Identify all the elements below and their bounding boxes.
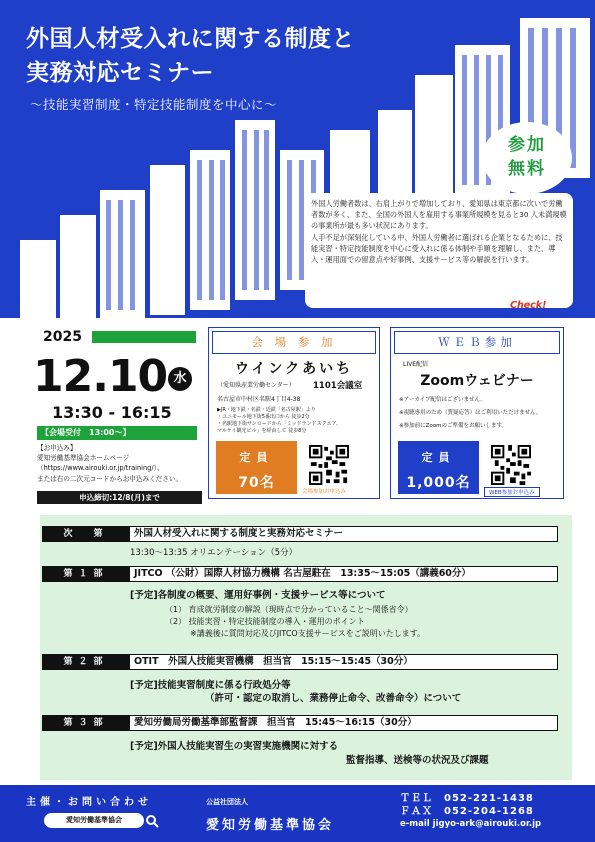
venue-room: 1101会議室: [313, 381, 363, 391]
web-notes: ※アーカイブ配信はございません。 ※視聴専用のため（質疑応答）はご利用いただけません。 ※参加前にZoomのご準備をお願いします。: [399, 397, 542, 429]
apply-line: または右の二次元コードからお申込みください。: [37, 474, 183, 483]
toc-title: 外国人材受入れに関する制度と実務対応セミナー: [134, 528, 344, 539]
reception-time: 【会場受付 13:00～】: [37, 426, 197, 440]
part3-detail: 監督指導、送検等の状況及び課題: [346, 755, 489, 766]
year-accent-bar: [92, 331, 196, 343]
web-capacity-box: [398, 441, 479, 494]
venue-qr-label: 会場参加お申込み: [302, 489, 347, 495]
web-heading: ＷＥＢ参加: [394, 331, 560, 354]
part1-detail: [予定]各制度の概要、運用好事例・支援サービス等について: [130, 590, 386, 601]
capacity-value: 70名: [238, 475, 275, 491]
venue-address: 名古屋市中村区名駅4丁目4-38: [217, 396, 301, 403]
application-info: [37, 443, 202, 484]
web-qr-code-icon[interactable]: [491, 445, 531, 485]
part2-title: OTIT 外国人技能実習機構 担当官 15:15～15:45（30分）: [134, 656, 413, 667]
event-weekday: 水: [168, 367, 192, 391]
part2-detail: [予定]技能実習制度に係る行政処分等: [130, 680, 291, 691]
seminar-title: 外国人材受入れに関する制度と 実務対応セミナー: [26, 26, 355, 86]
part1-detail: （2） 技能実習・特定技能制度の導入・運用のポイント: [165, 617, 365, 626]
seminar-subtitle: ～技能実習制度・特定技能制度を中心に～: [30, 97, 278, 112]
venue-name: ウインクあいち: [234, 361, 354, 377]
part1-title: JITCO （公財）国際人材協力機構 名古屋駐在 13:35～15:05（講義60分）: [134, 568, 471, 579]
capacity-label: 定員: [421, 451, 456, 464]
search-icon[interactable]: [145, 814, 159, 828]
capacity-label: 定員: [239, 451, 274, 464]
apply-url-link[interactable]: （https://www.airouki.or.jp/training/）、: [37, 464, 164, 473]
event-time: 13:30 - 16:15: [52, 403, 172, 422]
apply-title: 【お申込み】: [37, 444, 77, 452]
free-badge: 参加 無料: [482, 122, 572, 194]
part2-detail: （許可・認定の取消し、業務停止命令、改善命令）について: [205, 693, 462, 704]
toc-label: 次 第: [42, 526, 130, 542]
contact-heading: 主催・お問い合わせ: [26, 797, 152, 808]
part3-title: 愛知労働局労働基準部監督課 担当官 15:45～16:15（30分）: [134, 717, 417, 728]
org-search-pill[interactable]: 愛知労働基準協会: [44, 813, 144, 828]
venue-subname: （愛知県産業労働センター）: [217, 382, 295, 389]
venue-capacity-box: [216, 441, 297, 494]
part1-label: 第１部: [42, 566, 130, 582]
part3-detail: [予定]外国人技能実習生の実習実施機関に対する: [130, 741, 339, 752]
zoom-webinar-title: Zoomウェビナー: [420, 373, 534, 389]
event-date: 12.10: [33, 351, 168, 402]
intro-text-box: [305, 193, 573, 308]
intro-paragraph: 人手不足が深刻化している中、外国人労働者に選ばれる企業となるために、技能実習・特定技能制度を中心に受入れに係る体制や手順を理解し、また、導入・運用面での留意点や好事例、支援サービス等の解説を行います。: [311, 232, 563, 265]
footer: [0, 785, 595, 842]
application-deadline: 申込締切:12/8(月)まで: [37, 491, 202, 504]
part3-label: 第３部: [42, 715, 130, 731]
part1-detail: ※講義後に質問対応及びJITCO支援サービスをご説明いたします。: [190, 629, 426, 638]
orientation-text: 13:30～13:35 オリエンテーション（5分）: [130, 548, 298, 558]
venue-heading: 会 場 参 加: [212, 331, 376, 354]
capacity-value: 1,000名: [406, 475, 471, 491]
fax-number: ＦＡＸ 052-204-1268: [400, 806, 534, 817]
web-qr-label: WEB参加お申込み: [484, 487, 540, 497]
venue-card: [208, 327, 380, 499]
venue-access: ▶JR・地下鉄・名鉄・近鉄「名古屋駅」より ・ユニモール地下街5番出口から 徒歩2分 ・名駅地下街サンロードから「ミッドランドスクエア、 マルケイ観光ビル」を経由して 徒歩8分: [217, 407, 342, 434]
venue-qr-code-icon[interactable]: [309, 445, 349, 485]
live-label: LIVE配信: [403, 361, 429, 368]
part1-detail: （1） 育成就労制度の解説（現時点で分かっていること～関係省令）: [165, 605, 413, 614]
part2-label: 第２部: [42, 654, 130, 670]
check-label: Check!: [510, 300, 547, 311]
email-address[interactable]: e-mail jigyo-ark@airouki.or.jp: [400, 819, 542, 829]
apply-line: 愛知労働基準協会ホームページ: [37, 454, 130, 463]
org-type: 公益社団法人: [206, 798, 248, 806]
contact-details: [400, 792, 541, 831]
event-year: 2025: [43, 329, 82, 345]
intro-paragraph: 外国人労働者数は、右肩上がりで増加しており、愛知県は東京都に次いで労働者数が多く、また、全国の外国人を雇用する事業所規模を見ると30 人未満規模の事業所が最も多い状況にあります。: [311, 199, 567, 231]
tel-number: ＴＥＬ 052-221-1438: [400, 793, 534, 804]
org-name: 愛知労働基準協会: [206, 818, 335, 833]
web-card: [390, 327, 564, 499]
